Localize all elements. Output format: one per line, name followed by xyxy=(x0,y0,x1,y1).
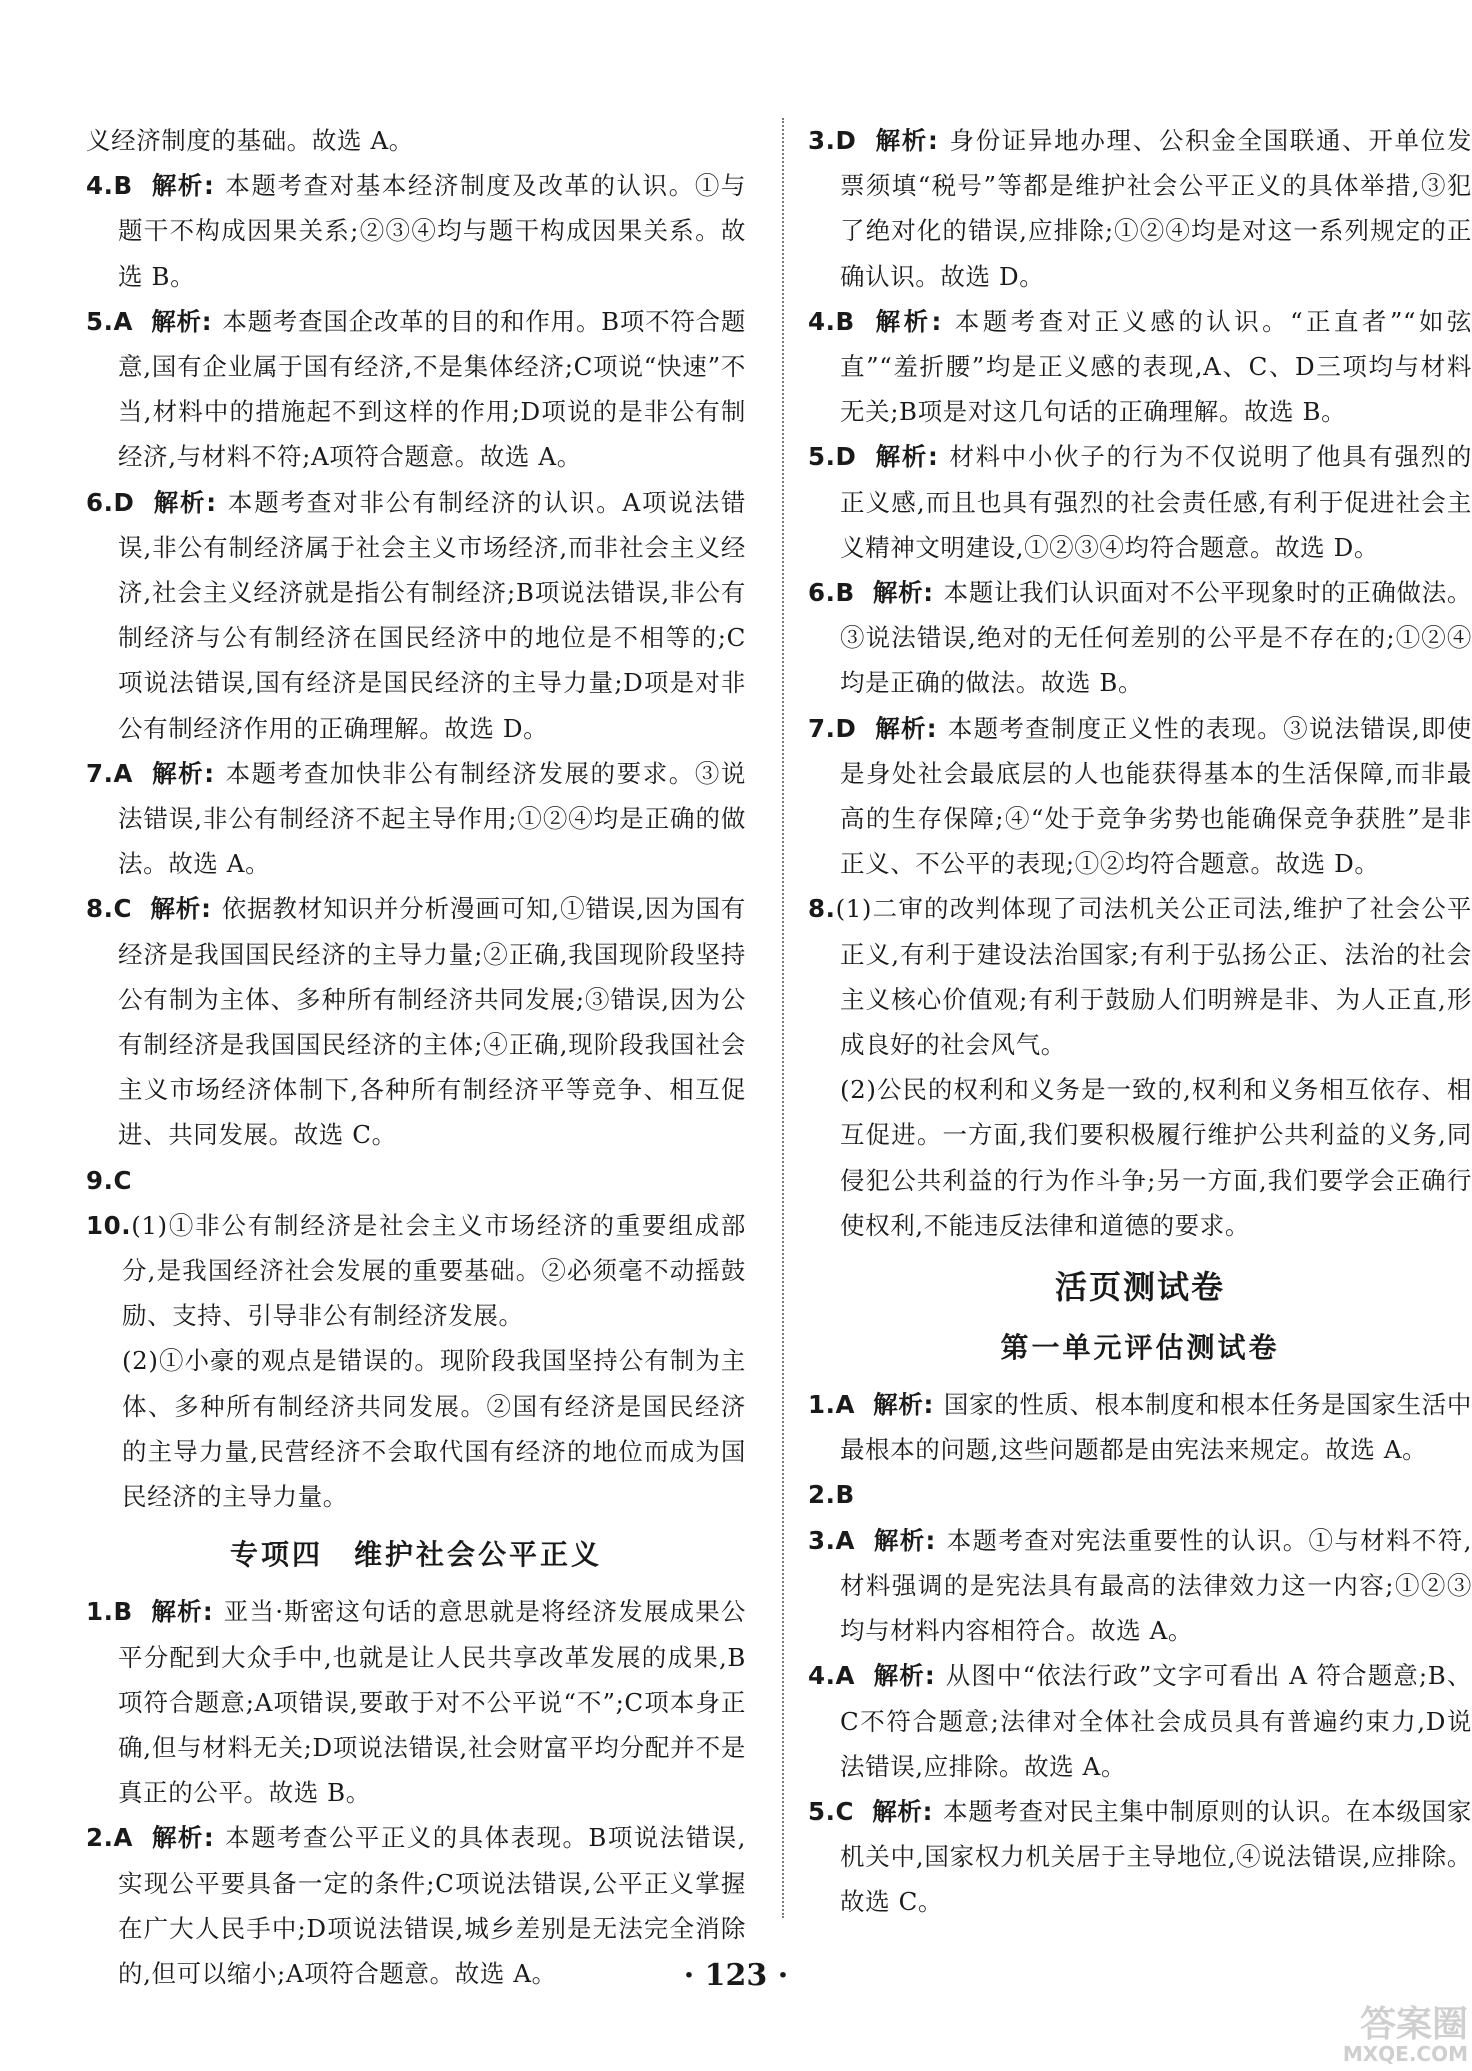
answer-item-7 xyxy=(808,706,1472,887)
answer-text: 本题考查制度正义性的表现。③说法错误,即使是身处社会最底层的人也能获得基本的生活保障,而非最高的生存保障;④“处于竞争劣势也能确保竞争获胜”是非正义、不公平的表现;①②均符合题意。故选 D。 xyxy=(840,713,1472,879)
answer-text: 本题考查对宪法重要性的认识。①与材料不符,材料强调的是宪法具有最高的法律效力这一内容;①②③均与材料内容相符合。故选 A。 xyxy=(840,1525,1472,1646)
answer-item-6 xyxy=(808,570,1472,706)
answer-item-4 xyxy=(86,163,746,299)
analysis-label: 解析: xyxy=(150,171,215,201)
answer-item-8-part2 xyxy=(808,1067,1472,1248)
right-column xyxy=(808,118,1472,1925)
answer-item-7 xyxy=(86,751,746,887)
answer-number: 1.A xyxy=(808,1390,856,1420)
answer-text: 本题考查对非公有制经济的认识。A项说法错误,非公有制经济属于社会主义市场经济,而非社会主义经济,社会主义经济就是指公有制经济;B项说法错误,非公有制经济与公有制经济在国民经济中的地位是不相等的;C项说法错误,国有经济是国民经济的主导力量;D项是对非公有制经济作用的正确理解。故选 D。 xyxy=(118,487,746,743)
answer-text: (1)二审的改判体现了司法机关公正司法,维护了社会公平正义,有利于建设法治国家;有利于弘扬公正、法治的社会主义核心价值观;有利于鼓励人们明辨是非、为人正直,形成良好的社会风气。 xyxy=(835,894,1472,1060)
answer-text: (1)①非公有制经济是社会主义市场经济的重要组成部分,是我国经济社会发展的重要基础。②必须毫不动摇鼓励、支持、引导非公有制经济发展。 xyxy=(122,1210,746,1331)
answer-number: 4.B xyxy=(86,171,133,201)
analysis-label: 解析: xyxy=(151,758,215,788)
answer-number: 8. xyxy=(808,894,836,924)
answer-number: 2.B xyxy=(808,1480,855,1510)
answer-number: 9.C xyxy=(86,1165,133,1195)
analysis-label: 解析: xyxy=(152,487,217,517)
answer-number: 5.D xyxy=(808,442,857,472)
answer-number: 7.D xyxy=(808,713,857,743)
analysis-label: 解析: xyxy=(874,713,938,743)
analysis-label: 解析: xyxy=(872,306,942,336)
answer-number: 8.C xyxy=(86,894,133,924)
answer-number: 2.A xyxy=(86,1823,134,1853)
answer-text: 本题考查对民主集中制原则的认识。在本级国家机关中,国家权力机关居于主导地位,④说法错误,应排除。故选 C。 xyxy=(840,1796,1472,1917)
analysis-label: 解析: xyxy=(151,306,213,336)
test-paper-title: 活页测试卷 xyxy=(1054,1268,1225,1307)
answer-text: 本题让我们认识面对不公平现象时的正确做法。③说法错误,绝对的无任何差别的公平是不存在的;①②④均是正确的做法。故选 B。 xyxy=(840,578,1472,698)
analysis-label: 解析: xyxy=(873,1661,936,1691)
analysis-label: 解析: xyxy=(874,126,939,155)
answer-item-6 xyxy=(86,480,746,751)
watermark-text: 答案圈 xyxy=(1359,2004,1468,2045)
unit-answer-item-4 xyxy=(808,1653,1472,1789)
answer-number: 5.A xyxy=(86,306,134,336)
unit-answer-item-5 xyxy=(808,1789,1472,1925)
answer-item-3 xyxy=(808,118,1472,299)
analysis-label: 解析: xyxy=(150,894,212,924)
analysis-label: 解析: xyxy=(873,1390,934,1420)
answer-text: 国家的性质、根本制度和根本任务是国家生活中最根本的问题,这些问题都是由宪法来规定。故选 A。 xyxy=(840,1390,1472,1465)
unit-title: 第一单元评估测试卷 xyxy=(1000,1331,1280,1365)
answer-item-8 xyxy=(86,886,746,1157)
answer-number: 1.B xyxy=(86,1597,133,1627)
answer-item-8 xyxy=(808,886,1472,1067)
analysis-label: 解析: xyxy=(151,1823,215,1853)
answer-item-4 xyxy=(808,299,1472,435)
unit-answer-item-3 xyxy=(808,1518,1472,1654)
answer-text: 从图中“依法行政”文字可看出 A 符合题意;B、C不符合题意;法律对全体社会成员具有普遍约束力,D说法错误,应排除。故选 A。 xyxy=(840,1661,1472,1781)
answer-number: 6.D xyxy=(86,487,135,517)
answer-text: (2)公民的权利和义务是一致的,权利和义务相互依存、相互促进。一方面,我们要积极履行维护公共利益的义务,同侵犯公共利益的行为作斗争;另一方面,我们要学会正确行使权利,不能违反法律和道德的要求。 xyxy=(840,1075,1472,1240)
watermark-url: MXQE.COM xyxy=(1342,2042,1468,2066)
column-divider xyxy=(782,118,784,1918)
answer-text: 本题考查公平正义的具体表现。B项说法错误,实现公平要具备一定的条件;C项说法错误,公平正义掌握在广大人民手中;D项说法错误,城乡差别是无法完全消除的,但可以缩小;A项符合题意。故选 A。 xyxy=(118,1823,746,1988)
answer-text: 本题考查国企改革的目的和作用。B项不符合题意,国有企业属于国有经济,不是集体经济;C项说“快速”不当,材料中的措施起不到这样的作用;D项说的是非公有制经济,与材料不符;A项符合题意。故选 A。 xyxy=(118,306,746,472)
answer-number: 5.C xyxy=(808,1796,855,1826)
answer-item-5 xyxy=(808,434,1472,570)
unit-answer-item-1 xyxy=(808,1382,1472,1472)
answer-text: 本题考查对基本经济制度及改革的认识。①与题干不构成因果关系;②③④均与题干构成因果关系。故选 B。 xyxy=(118,171,746,291)
page-number: · 123 · xyxy=(683,1958,789,1993)
answer-number: 7.A xyxy=(86,758,134,788)
answer-item-10 xyxy=(86,1203,746,1339)
left-column xyxy=(86,118,746,1996)
analysis-label: 解析: xyxy=(873,1525,936,1555)
answer-text: 亚当·斯密这句话的意思就是将经济发展成果公平分配到大众手中,也就是让人民共享改革发展的成果,B项符合题意;A项错误,要敢于对不公平说“不”;C项本身正确,但与材料无关;D项说法错误,社会财富平均分配并不是真正的公平。故选 B。 xyxy=(118,1597,746,1808)
answer-text: 依据教材知识并分析漫画可知,①错误,因为国有经济是我国国民经济的主导力量;②正确,我国现阶段坚持公有制为主体、多种所有制经济共同发展;③错误,因为公有制经济是我国国民经济的主体;④正确,现阶段我国社会主义市场经济体制下,各种所有制经济平等竞争、相互促进、共同发展。故选 C。 xyxy=(118,894,746,1150)
unit-answer-item-2 xyxy=(808,1472,1472,1517)
answer-item-3-cont xyxy=(86,118,746,163)
answer-item-10-part2 xyxy=(86,1338,746,1519)
section-title: 专项四 维护社会公平正义 xyxy=(229,1538,602,1572)
answer-text: 本题考查加快非公有制经济发展的要求。③说法错误,非公有制经济不起主导作用;①②④均是正确的做法。故选 A。 xyxy=(118,758,746,879)
analysis-label: 解析: xyxy=(150,1597,214,1627)
answer-number: 3.D xyxy=(808,126,857,155)
answer-item-5 xyxy=(86,299,746,480)
answer-number: 4.B xyxy=(808,306,855,336)
answer-number: 6.B xyxy=(808,578,855,608)
answer-text: 材料中小伙子的行为不仅说明了他具有强烈的正义感,而且也具有强烈的社会责任感,有利于促进社会主义精神文明建设,①②③④均符合题意。故选 D。 xyxy=(840,442,1472,562)
answer-item-9 xyxy=(86,1158,746,1203)
analysis-label: 解析: xyxy=(874,442,939,472)
analysis-label: 解析: xyxy=(872,1796,934,1826)
watermark-logo xyxy=(1298,2004,1468,2067)
answer-number: 4.A xyxy=(808,1661,856,1691)
answer-text: (2)①小豪的观点是错误的。现阶段我国坚持公有制为主体、多种所有制经济共同发展。②国有经济是国民经济的主导力量,民营经济不会取代国有经济的地位而成为国民经济的主导力量。 xyxy=(122,1346,746,1512)
answer-text: 义经济制度的基础。故选 A。 xyxy=(86,126,414,155)
section-answer-item-1 xyxy=(86,1589,746,1815)
answer-text: 本题考查对正义感的认识。“正直者”“如弦直”“羞折腰”均是正义感的表现,A、C、D三项均与材料无关;B项是对这几句话的正确理解。故选 B。 xyxy=(840,306,1472,427)
answer-number: 3.A xyxy=(808,1525,856,1555)
answer-text: 身份证异地办理、公积金全国联通、开单位发票须填“税号”等都是维护社会公平正义的具体举措,③犯了绝对化的错误,应排除;①②④均是对这一系列规定的正确认识。故选 D。 xyxy=(840,126,1472,291)
answer-number: 10. xyxy=(86,1210,132,1240)
analysis-label: 解析: xyxy=(872,578,934,608)
